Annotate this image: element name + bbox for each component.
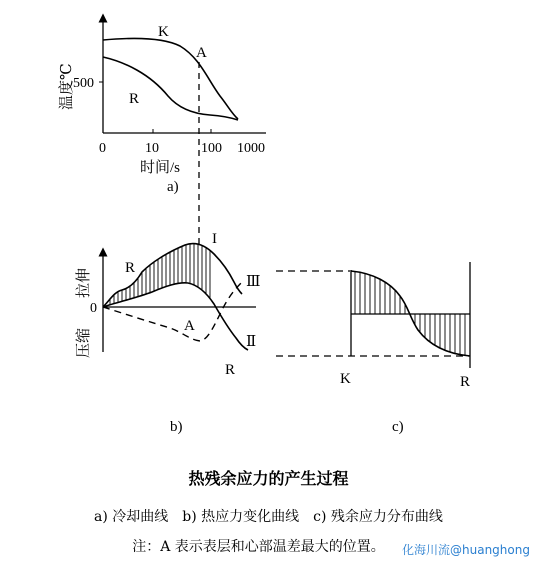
- a-label-r: R: [129, 91, 140, 107]
- figure-note: 注：A 表示表层和心部温差最大的位置。: [132, 539, 385, 555]
- a-label-a: A: [196, 45, 207, 61]
- b-label-a: A: [184, 318, 195, 334]
- c-panel-label: c): [392, 419, 404, 435]
- b-ylabel-top: 拉伸: [76, 267, 92, 298]
- a-ylabel: 温度℃: [59, 63, 75, 110]
- b-label-iii: Ⅲ: [246, 274, 261, 290]
- b-ylabel-bottom: 压缩: [76, 327, 92, 358]
- figure-subcaptions: a) 冷却曲线 b) 热应力变化曲线 c) 残余应力分布曲线: [94, 509, 443, 525]
- residual-stress-diagram: [276, 262, 470, 435]
- a-curve-k: [103, 38, 238, 119]
- b-zero-label: 0: [90, 301, 97, 316]
- cooling-curve-diagram: [57, 18, 266, 248]
- a-xtick-1000: 1000: [237, 141, 265, 156]
- c-label-k: K: [340, 371, 351, 387]
- b-label-r: R: [125, 260, 136, 276]
- a-xtick-100: 100: [201, 141, 222, 156]
- figure-title: 热残余应力的产生过程: [188, 469, 349, 488]
- a-ytick-500: 500: [73, 76, 94, 91]
- a-label-k: K: [158, 24, 169, 40]
- a-xtick-10: 10: [145, 141, 159, 156]
- b-label-ii: Ⅱ: [246, 334, 257, 350]
- a-curve-r: [103, 57, 238, 120]
- a-panel-label: a): [167, 179, 179, 195]
- b-label-i: I: [212, 231, 217, 247]
- b-curve-i: [103, 244, 242, 307]
- c-label-r: R: [460, 374, 471, 390]
- thermal-stress-diagram: [75, 231, 260, 435]
- b-label-r2: R: [225, 362, 236, 378]
- watermark: 化海川流@huanghong: [402, 543, 530, 557]
- b-panel-label: b): [170, 419, 183, 435]
- a-xtick-0: 0: [99, 141, 106, 156]
- b-curve-ii: [103, 283, 248, 350]
- a-xlabel: 时间/s: [140, 160, 181, 176]
- b-curve-iii: [103, 282, 242, 341]
